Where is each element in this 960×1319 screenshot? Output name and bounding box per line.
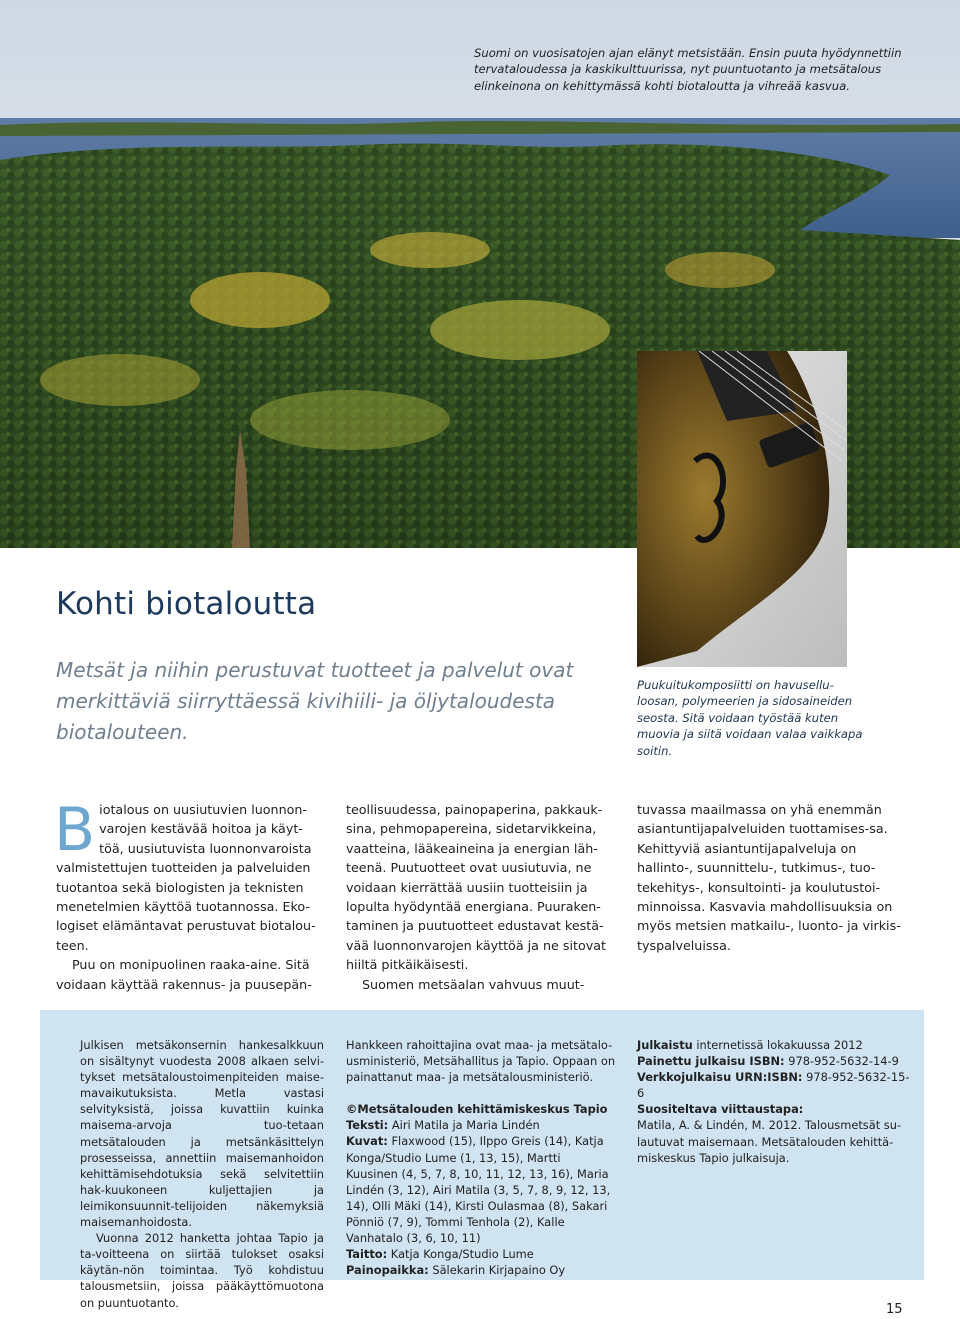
credit-value: Katja Konga/Studio Lume: [390, 1247, 534, 1262]
credit-value: Flaxwood (15), Ilppo Greis (14), Katja Konga/Studio Lume (1, 13, 15), Martti Kuusinen (4, 5, 7, 8, 10, 11, 12, 13, 16), Maria Lindén (3, 12), Airi Matila (3, 5, 7, 8, 9, 12, 13, 14), Olli Mäki (14), Kirsti Oulasmaa (8), Sakari Pönniö (7, 9), Tommi Tenhola (2), Kalle Vanhatalo (3, 6, 10, 11): [346, 1134, 611, 1246]
pub-label: Suositeltava viittaustapa:: [637, 1102, 804, 1117]
info-box-column-3: [637, 1037, 912, 1166]
credit-label: Taitto:: [346, 1247, 388, 1262]
copyright-line: ©Metsätalouden kehittämiskeskus Tapio: [346, 1102, 608, 1117]
body-column-1: [54, 795, 323, 994]
info-paragraph: Vuonna 2012 hanketta johtaa Tapio ja ta-voitteena on siirtää tulokset osaksi käytän-nön toimintaa. Työ kohdistuu talousmetsiin, joissa pääkäyttömuotona on puuntuotanto.: [80, 1231, 324, 1310]
drop-cap: B: [54, 795, 96, 865]
credit-label: Kuvat:: [346, 1134, 388, 1149]
credit-label: Painopaikka:: [346, 1263, 429, 1278]
credit-value: Sälekarin Kirjapaino Oy: [432, 1263, 566, 1278]
credit-label: Teksti:: [346, 1118, 389, 1133]
info-paragraph: Julkisen metsäkonsernin hankesalkkuun on sisältynyt vuodesta 2008 alkaen selvi-tykset metsätaloustoimenpiteiden maise-mavaikutuksista. Metla vastasi selvityksistä, joissa kuvattiin kuinka maisema-arvoja tuo-tetaan metsätalouden ja metsänkäsittelyn prosesseissa, annettiin maisemanhoidon kehittämisehdotuksia sekä selvitettiin hak-kuukoneen kuljettajien ja leimikonsuunnit-telijoiden näkemyksiä maisemanhoidosta.: [80, 1038, 324, 1230]
body-paragraph: Suomen metsäalan vahvuus muut-: [362, 976, 585, 992]
guitar-caption: Puukuitukomposiitti on havusellu-loosan, polymeerien ja sidosaineiden seosta. Sitä voidaan työstää kuten muovia ja siitä voidaan valaa vaikkapa soitin.: [637, 678, 863, 758]
body-column-2: [346, 800, 616, 994]
pub-label: Julkaistu: [637, 1038, 693, 1052]
info-box-column-1: [80, 1037, 324, 1311]
page-subtitle: Metsät ja niihin perustuvat tuotteet ja palvelut ovat merkittäviä siirryttäessä kivihiili- ja öljytaloudesta biotalouteen.: [56, 658, 574, 744]
pub-label: Painettu julkaisu ISBN:: [637, 1054, 785, 1069]
guitar-composite-image: [637, 351, 847, 667]
credit-value: Airi Matila ja Maria Lindén: [391, 1118, 540, 1133]
body-paragraph: [54, 795, 323, 955]
page-number: 15: [886, 1302, 903, 1317]
body-text: iotalous on uusiutuvien luonnon-varojen kestävää hoitoa ja käyt-töä, uusiutuvista luonnonvaroista valmistettujen tuotteiden ja palveluiden tuotantoa sekä biologisten ja teknisten menetelmien käyttöä tuotannossa. Eko-logiset elämäntavat perustuvat biotalou-teen.: [56, 802, 316, 953]
body-column-3: [637, 800, 907, 955]
body-paragraph: Puu on monipuolinen raaka-aine. Sitä voidaan käyttää rakennus- ja puusepän-: [56, 957, 312, 992]
info-box-column-2: [346, 1037, 616, 1278]
pub-label: Verkkojulkaisu URN:ISBN:: [637, 1070, 803, 1085]
pub-value: 978-952-5632-15-6: [637, 1070, 910, 1101]
pub-value: internetissä lokakuussa 2012: [696, 1038, 863, 1052]
info-paragraph: Hankkeen rahoittajina ovat maa- ja metsätalo-usministeriö, Metsähallitus ja Tapio. Oppaan on painattanut maa- ja metsätalousministeriö.: [346, 1038, 616, 1085]
hero-caption: Suomi on vuosisatojen ajan elänyt metsistään. Ensin puuta hyödynnettiin tervataloudessa ja kaskikulttuurissa, nyt puuntuotanto ja metsätalous elinkeinona on kehittymässä kohti biotaloutta ja vihreää kasvua.: [474, 46, 902, 93]
pub-value: 978-952-5632-14-9: [788, 1054, 899, 1069]
citation-text: Matila, A. & Lindén, M. 2012. Talousmetsät su-lautuvat maisemaan. Metsätalouden kehittä-miskeskus Tapio julkaisuja.: [637, 1118, 902, 1165]
body-paragraph: tuvassa maailmassa on yhä enemmän asiantuntijapalveluiden tuottamises-sa. Kehittyviä asiantuntijapalveluja on hallinto-, suunnittelu-, tutkimus-, tuo-tekehitys-, konsultointi- ja koulutustoi-minnoissa. Kasvavia mahdollisuuksia on myös metsien matkailu-, luonto- ja virkis-tyspalveluissa.: [637, 802, 901, 953]
body-paragraph: teollisuudessa, painopaperina, pakkauk-sina, pehmopapereina, sidetarvikkeina, vaatteina, lääkeaineina ja energian läh-teenä. Puutuotteet ovat uusiutuvia, ne voidaan kierrättää uusiin tuotteisiin ja lopulta hyödyntää energiana. Puuraken-taminen ja puutuotteet edustavat kestä-vää luonnonvarojen käyttöä ja ne sitovat hiiltä pitkäikäisesti.: [346, 802, 606, 973]
page-title: Kohti biotaloutta: [56, 586, 317, 622]
